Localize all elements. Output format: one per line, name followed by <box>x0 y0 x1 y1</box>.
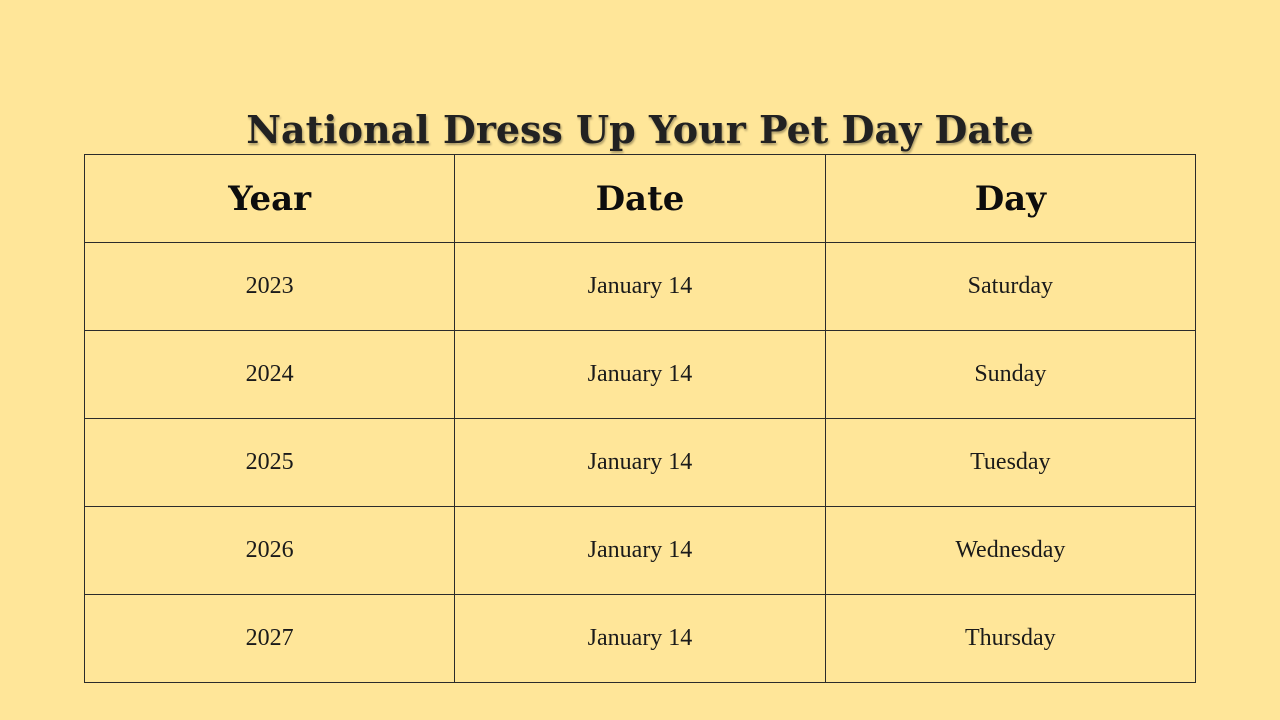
column-header-day: Day <box>825 155 1195 243</box>
year-cell: 2024 <box>85 331 455 419</box>
year-cell: 2023 <box>85 243 455 331</box>
table-row <box>85 331 1196 419</box>
page-title: National Dress Up Your Pet Day Date <box>246 107 1034 153</box>
day-cell: Wednesday <box>825 507 1195 595</box>
table-header-row <box>85 155 1196 243</box>
date-cell: January 14 <box>455 595 825 683</box>
date-cell: January 14 <box>455 419 825 507</box>
column-header-year: Year <box>85 155 455 243</box>
date-cell: January 14 <box>455 331 825 419</box>
day-cell: Thursday <box>825 595 1195 683</box>
day-cell: Saturday <box>825 243 1195 331</box>
year-cell: 2025 <box>85 419 455 507</box>
table-row <box>85 507 1196 595</box>
table-row <box>85 419 1196 507</box>
table-row <box>85 595 1196 683</box>
year-cell: 2026 <box>85 507 455 595</box>
date-cell: January 14 <box>455 507 825 595</box>
day-cell: Tuesday <box>825 419 1195 507</box>
column-header-date: Date <box>455 155 825 243</box>
dates-table <box>84 154 1196 683</box>
day-cell: Sunday <box>825 331 1195 419</box>
year-cell: 2027 <box>85 595 455 683</box>
table-row <box>85 243 1196 331</box>
date-cell: January 14 <box>455 243 825 331</box>
